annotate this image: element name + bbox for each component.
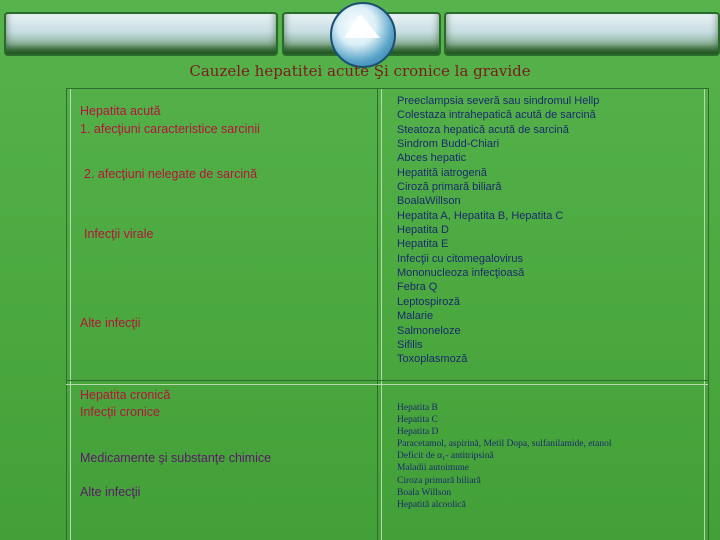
table-row-divider xyxy=(66,380,708,381)
list-item: Mononucleoza infecţioasă xyxy=(397,267,525,280)
globe-logo-icon xyxy=(330,2,396,68)
table-border-left xyxy=(66,88,67,540)
chronic-heading: Hepatita cronică xyxy=(80,388,171,402)
list-item: Toxoplasmoză xyxy=(397,353,468,366)
list-item: Leptospiroză xyxy=(397,295,460,308)
page-title: Cauzele hepatitei acute Şi cronice la gravide xyxy=(189,62,531,80)
list-item: Ciroză primară biliară xyxy=(397,181,502,194)
list-item: Preeclampsia severă sau sindromul Hellp xyxy=(397,95,600,107)
list-item: Colestaza intrahepatică acută de sarcină xyxy=(397,109,596,122)
acute-heading: Hepatita acută xyxy=(80,104,161,118)
list-item: Hepatita C xyxy=(397,415,438,426)
chronic-causes-list xyxy=(397,402,611,511)
table-border-top xyxy=(66,88,708,89)
acute-item-viral: Infecţii virale xyxy=(84,227,154,241)
list-item: Hepatita B xyxy=(397,403,438,413)
list-item: Sifilis xyxy=(397,338,423,351)
causes-table xyxy=(66,88,708,540)
table-border-right-inner xyxy=(704,88,705,540)
table-divider-left xyxy=(377,88,378,540)
list-item: Malarie xyxy=(397,310,434,323)
acute-item-other: Alte infecţii xyxy=(80,316,141,330)
list-item: Boala Willson xyxy=(397,487,452,498)
table-border-left-inner xyxy=(70,88,71,540)
list-item: Ciroza primară biliară xyxy=(397,475,481,486)
list-item: Hepatita A, Hepatita B, Hepatita C xyxy=(397,209,564,222)
acute-causes-list xyxy=(397,94,599,367)
list-item: Sindrom Budd-Chiari xyxy=(397,138,500,151)
list-item: BoalaWillson xyxy=(397,195,461,208)
list-item: Paracetamol, aspirină, Metil Dopa, sulfanilamide, etanol xyxy=(397,439,612,450)
chronic-item-infections: Infecţii cronice xyxy=(80,405,160,419)
list-item: Hepatita D xyxy=(397,427,439,438)
acute-item-pregnancy: 1. afecţiuni caracteristice sarcinii xyxy=(80,122,260,136)
list-item: Hepatita E xyxy=(397,238,449,251)
list-item: Infecţii cu citomegalovirus xyxy=(397,252,523,265)
chronic-item-other: Alte infecţii xyxy=(80,485,141,499)
list-item: Deficit de α₁- antitripsină xyxy=(397,451,494,462)
table-divider-right xyxy=(381,88,382,540)
list-item: Salmoneloze xyxy=(397,324,461,337)
list-item: Abces hepatic xyxy=(397,152,467,165)
list-item: Febra Q xyxy=(397,281,438,294)
list-item: Hepatita D xyxy=(397,224,449,237)
list-item: Steatoza hepatică acută de sarcină xyxy=(397,123,569,136)
chronic-item-drugs: Medicamente şi substanţe chimice xyxy=(80,451,272,465)
banner-panel-right xyxy=(444,12,720,56)
list-item: Maladii autoimune xyxy=(397,463,470,474)
list-item: Hepatită alcoolică xyxy=(397,499,466,510)
banner-panel-left xyxy=(4,12,278,56)
table-row-divider-inner xyxy=(66,384,708,385)
list-item: Hepatită iatrogenă xyxy=(397,166,487,179)
acute-item-unrelated: 2. afecţiuni nelegate de sarcină xyxy=(84,167,258,181)
mountain-peak-icon xyxy=(344,14,380,38)
table-border-right xyxy=(708,88,709,540)
